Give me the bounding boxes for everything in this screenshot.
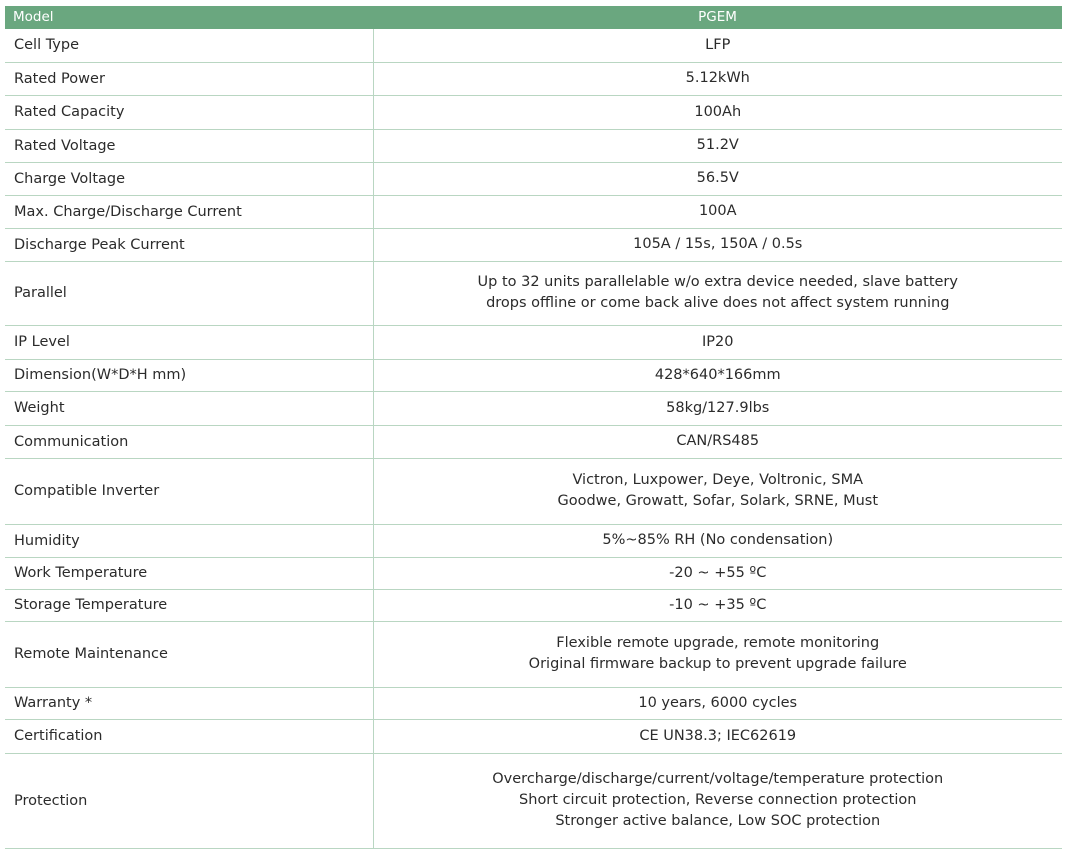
spec-value-line: 56.5V bbox=[696, 170, 739, 186]
spec-value bbox=[373, 753, 1062, 848]
spec-value-line: Overcharge/discharge/current/voltage/temperature protection bbox=[492, 771, 944, 787]
spec-value-line: 5.12kWh bbox=[685, 70, 750, 86]
spec-label: Discharge Peak Current bbox=[5, 228, 373, 261]
spec-label: Work Temperature bbox=[5, 557, 373, 589]
spec-value bbox=[373, 162, 1062, 195]
header-row bbox=[5, 6, 1062, 29]
spec-value bbox=[373, 62, 1062, 95]
spec-value bbox=[373, 458, 1062, 524]
table-row bbox=[5, 687, 1062, 719]
spec-value-line: 5%~85% RH (No condensation) bbox=[602, 532, 834, 548]
spec-label: Dimension(W*D*H mm) bbox=[5, 359, 373, 391]
spec-value bbox=[373, 687, 1062, 719]
table-row bbox=[5, 557, 1062, 589]
spec-value bbox=[373, 589, 1062, 621]
table-row bbox=[5, 129, 1062, 162]
spec-value-line: -10 ~ +35 ºC bbox=[669, 596, 767, 613]
spec-value bbox=[373, 719, 1062, 753]
spec-value-line: -20 ~ +55 ºC bbox=[669, 564, 767, 581]
spec-value-line: 428*640*166mm bbox=[654, 366, 781, 383]
table-row bbox=[5, 195, 1062, 228]
spec-value bbox=[373, 359, 1062, 391]
spec-label: Rated Voltage bbox=[5, 129, 373, 162]
table-row bbox=[5, 62, 1062, 95]
spec-label: Max. Charge/Discharge Current bbox=[5, 195, 373, 228]
table-row bbox=[5, 753, 1062, 848]
spec-value bbox=[373, 425, 1062, 458]
spec-value-line: Flexible remote upgrade, remote monitoring bbox=[556, 635, 880, 651]
spec-table-body bbox=[5, 29, 1062, 848]
table-row bbox=[5, 261, 1062, 325]
spec-label: Parallel bbox=[5, 261, 373, 325]
spec-value-line: Up to 32 units parallelable w/o extra device needed, slave battery bbox=[477, 274, 958, 290]
spec-value-line: 105A / 15s, 150A / 0.5s bbox=[633, 236, 803, 252]
spec-value-line: CE UN38.3; IEC62619 bbox=[639, 727, 797, 744]
spec-label: Weight bbox=[5, 391, 373, 425]
spec-table bbox=[5, 6, 1062, 849]
table-row bbox=[5, 162, 1062, 195]
table-row bbox=[5, 589, 1062, 621]
spec-value bbox=[373, 195, 1062, 228]
table-row bbox=[5, 391, 1062, 425]
spec-value bbox=[373, 621, 1062, 687]
spec-label: Protection bbox=[5, 753, 373, 848]
spec-value-line: Original firmware backup to prevent upgrade failure bbox=[528, 656, 907, 672]
table-row bbox=[5, 719, 1062, 753]
spec-value-line: 100Ah bbox=[694, 103, 742, 120]
table-row bbox=[5, 228, 1062, 261]
table-row bbox=[5, 29, 1062, 62]
table-row bbox=[5, 458, 1062, 524]
spec-label: Warranty * bbox=[5, 687, 373, 719]
spec-label: Remote Maintenance bbox=[5, 621, 373, 687]
spec-value-line: LFP bbox=[705, 36, 731, 53]
spec-value-line: 10 years, 6000 cycles bbox=[638, 694, 798, 711]
spec-value bbox=[373, 29, 1062, 62]
table-row bbox=[5, 95, 1062, 129]
spec-value-line: Goodwe, Growatt, Sofar, Solark, SRNE, Must bbox=[557, 493, 879, 509]
spec-value bbox=[373, 95, 1062, 129]
header-model-value: PGEM bbox=[698, 9, 737, 25]
spec-value bbox=[373, 557, 1062, 589]
spec-label: Rated Power bbox=[5, 62, 373, 95]
spec-value-line: CAN/RS485 bbox=[676, 433, 760, 449]
spec-value bbox=[373, 391, 1062, 425]
spec-value-line: 51.2V bbox=[696, 137, 739, 153]
spec-label: Humidity bbox=[5, 524, 373, 557]
table-row bbox=[5, 524, 1062, 557]
spec-value bbox=[373, 261, 1062, 325]
spec-label: Cell Type bbox=[5, 29, 373, 62]
spec-value bbox=[373, 228, 1062, 261]
spec-value-line: Stronger active balance, Low SOC protection bbox=[555, 813, 881, 829]
spec-value-line: Short circuit protection, Reverse connection protection bbox=[519, 792, 917, 808]
table-row bbox=[5, 425, 1062, 458]
table-row bbox=[5, 359, 1062, 391]
spec-value-line: drops offline or come back alive does not affect system running bbox=[486, 295, 950, 311]
spec-value-line: IP20 bbox=[702, 333, 734, 350]
spec-value-line: 100A bbox=[698, 203, 737, 219]
spec-label: Charge Voltage bbox=[5, 162, 373, 195]
spec-label: Communication bbox=[5, 425, 373, 458]
spec-label: Rated Capacity bbox=[5, 95, 373, 129]
spec-label: Storage Temperature bbox=[5, 589, 373, 621]
spec-value bbox=[373, 129, 1062, 162]
spec-table-header bbox=[5, 6, 1062, 29]
spec-value-line: Victron, Luxpower, Deye, Voltronic, SMA bbox=[572, 472, 864, 488]
spec-label: IP Level bbox=[5, 325, 373, 359]
spec-label: Certification bbox=[5, 719, 373, 753]
table-row bbox=[5, 621, 1062, 687]
header-model-label: Model bbox=[13, 9, 54, 25]
spec-value bbox=[373, 325, 1062, 359]
spec-label: Compatible Inverter bbox=[5, 458, 373, 524]
table-row bbox=[5, 325, 1062, 359]
spec-value bbox=[373, 524, 1062, 557]
spec-value-line: 58kg/127.9lbs bbox=[666, 399, 770, 416]
